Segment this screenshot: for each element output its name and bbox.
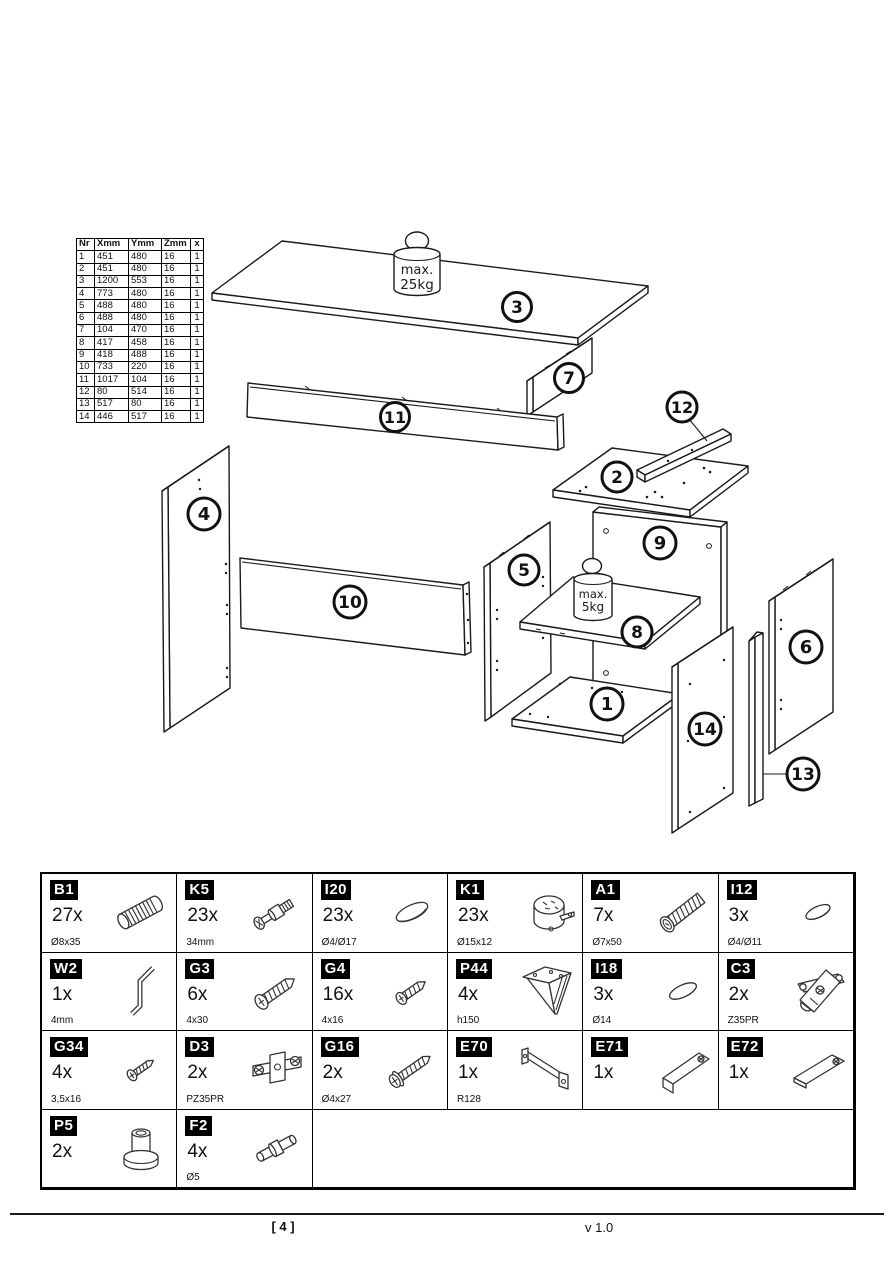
table-cell: 14 — [77, 411, 95, 423]
footer-rule — [10, 1213, 884, 1215]
table-cell: 16 — [162, 386, 191, 398]
callout-6-number: 6 — [799, 637, 813, 658]
hardware-cell-e70 — [448, 1031, 583, 1110]
table-cell: 480 — [129, 251, 162, 263]
part-quantity: 3x — [728, 905, 749, 926]
hardware-cell-a1 — [583, 874, 718, 953]
hardware-cell-p5 — [42, 1110, 177, 1189]
part-code-badge: K5 — [185, 880, 213, 900]
part-code-badge: E72 — [727, 1037, 763, 1057]
table-cell: 1 — [191, 386, 204, 398]
table-cell: 1 — [191, 263, 204, 275]
part-quantity: 3x — [593, 983, 614, 1005]
cover-cap-icon — [651, 962, 715, 1020]
callout-13 — [787, 758, 819, 790]
hardware-cell-g4 — [313, 953, 448, 1032]
leg-bracket-icon — [515, 962, 579, 1020]
part-quantity: 23x — [187, 905, 218, 926]
table-cell: 16 — [162, 349, 191, 361]
table-cell: 12 — [77, 386, 95, 398]
screw-icon — [109, 1040, 173, 1098]
callout-7-number: 7 — [563, 369, 575, 389]
table-cell: 446 — [95, 411, 129, 423]
table-cell: 16 — [162, 312, 191, 324]
part-spec: 4x16 — [321, 1015, 344, 1026]
callout-10-number: 10 — [338, 593, 362, 613]
weight-25kg-label-2: 25kg — [400, 277, 434, 293]
table-cell: 514 — [129, 386, 162, 398]
part-code-badge: G3 — [185, 959, 214, 979]
callout-4 — [188, 498, 220, 530]
hardware-cell-k1 — [448, 874, 583, 953]
part-quantity: 2x — [52, 1140, 73, 1162]
hardware-cell-i18 — [583, 953, 718, 1032]
table-cell: 16 — [162, 275, 191, 287]
table-cell: 480 — [129, 263, 162, 275]
part-quantity: 1x — [52, 983, 73, 1005]
table-cell: 1 — [77, 251, 95, 263]
table-cell: 480 — [129, 288, 162, 300]
screw-icon — [245, 962, 309, 1020]
table-cell: 1 — [191, 275, 204, 287]
hardware-cell-g3 — [177, 953, 312, 1032]
hinge-plate-icon — [245, 1040, 309, 1098]
callout-5-number: 5 — [518, 561, 530, 581]
part-spec: Ø5 — [186, 1172, 200, 1183]
part-code-badge: G34 — [50, 1037, 88, 1057]
part-code-badge: A1 — [591, 880, 619, 900]
leader-line-12 — [689, 419, 707, 441]
part-code-badge: I20 — [321, 880, 351, 900]
table-cell: 6 — [77, 312, 95, 324]
part-quantity: 2x — [322, 1062, 343, 1083]
part-code-badge: W2 — [50, 959, 82, 979]
confirmat-screw-icon — [651, 883, 715, 941]
table-cell: 8 — [77, 337, 95, 349]
part-quantity: 2x — [187, 1062, 208, 1083]
part-quantity: 16x — [322, 983, 354, 1005]
callout-11-number: 11 — [383, 408, 407, 427]
table-cell: 2 — [77, 263, 95, 275]
callout-1 — [591, 688, 623, 720]
panel-2 — [553, 448, 748, 517]
shelf-pin-icon — [245, 1119, 309, 1177]
table-cell: 10 — [77, 361, 95, 373]
table-cell: 480 — [129, 300, 162, 312]
part-spec: h150 — [456, 1015, 480, 1026]
part-spec: Ø4/Ø17 — [321, 936, 357, 948]
table-cell: 1 — [191, 251, 204, 263]
part-spec: Ø7x50 — [592, 936, 622, 948]
page-number: [ 4 ] — [271, 1219, 295, 1234]
col-header: Nr — [77, 239, 95, 251]
part-quantity: 7x — [593, 905, 614, 926]
table-cell: 16 — [162, 251, 191, 263]
part-quantity: 23x — [322, 905, 354, 926]
cam-lock-icon — [515, 883, 579, 941]
part-code-badge: G16 — [321, 1037, 359, 1057]
table-cell: 80 — [95, 386, 129, 398]
part-spec: R128 — [456, 1093, 481, 1105]
part-code-badge: D3 — [185, 1037, 213, 1057]
hinge-icon — [786, 962, 850, 1020]
part-code-badge: C3 — [727, 959, 755, 979]
hardware-cell-i12 — [719, 874, 854, 953]
hardware-cell-i20 — [313, 874, 448, 953]
weight-5kg-label-1: max. — [578, 587, 608, 601]
hardware-cell-k5 — [177, 874, 312, 953]
table-cell: 3 — [77, 275, 95, 287]
part-quantity: 1x — [457, 1062, 479, 1083]
callout-14-number: 14 — [693, 720, 717, 740]
part-spec: PZ35PR — [186, 1093, 225, 1105]
table-cell: 16 — [162, 325, 191, 337]
table-cell: 16 — [162, 411, 191, 423]
callout-11 — [381, 403, 410, 432]
part-quantity: 2x — [728, 983, 749, 1005]
table-cell: 104 — [129, 374, 162, 386]
hardware-cell-c3 — [719, 953, 854, 1032]
callout-5 — [509, 555, 539, 585]
table-cell: 1 — [191, 374, 204, 386]
callout-10 — [334, 586, 366, 618]
table-cell: 773 — [95, 288, 129, 300]
table-cell: 4 — [77, 288, 95, 300]
part-quantity: 1x — [728, 1062, 749, 1083]
dowel-icon — [109, 883, 173, 941]
part-code-badge: I12 — [727, 880, 757, 900]
callout-4-number: 4 — [197, 504, 211, 525]
callout-12-number: 12 — [670, 398, 694, 417]
callout-3-number: 3 — [511, 298, 523, 318]
table-cell: 16 — [162, 288, 191, 300]
callout-2 — [602, 462, 632, 492]
table-cell: 1 — [191, 349, 204, 361]
table-cell: 1 — [191, 398, 204, 410]
callout-2-number: 2 — [611, 468, 623, 488]
part-spec: Ø4/Ø11 — [727, 936, 762, 948]
part-spec: 34mm — [186, 936, 215, 948]
part-quantity: 27x — [52, 905, 83, 926]
table-cell: 104 — [95, 325, 129, 337]
col-header: Ymm — [129, 239, 162, 251]
part-code-badge: G4 — [321, 959, 350, 979]
part-code-badge: P44 — [456, 959, 492, 979]
cover-cap-icon — [786, 883, 850, 941]
part-quantity: 4x — [187, 1140, 208, 1162]
hardware-cell-e71 — [583, 1031, 718, 1110]
callout-9 — [644, 527, 676, 559]
table-cell: 417 — [95, 337, 129, 349]
part-quantity: 4x — [457, 983, 479, 1005]
weight-25kg — [394, 232, 440, 296]
part-spec: 4x30 — [186, 1015, 209, 1026]
col-header: x — [191, 239, 204, 251]
exploded-view-diagram — [150, 225, 894, 850]
part-code-badge: I18 — [591, 959, 621, 979]
part-code-badge: E70 — [456, 1037, 492, 1057]
part-quantity: 1x — [593, 1062, 614, 1083]
part-code-badge: F2 — [185, 1116, 212, 1136]
cover-cap-icon — [380, 883, 444, 941]
callout-3 — [503, 293, 532, 322]
hardware-cell-p44 — [448, 953, 583, 1032]
weight-25kg-label-1: max. — [400, 263, 434, 278]
table-cell: 5 — [77, 300, 95, 312]
hardware-cell-w2 — [42, 953, 177, 1032]
part-quantity: 6x — [187, 983, 208, 1005]
table-cell: 1017 — [95, 374, 129, 386]
cam-bolt-icon — [245, 883, 309, 941]
table-cell: 9 — [77, 349, 95, 361]
screw-icon — [380, 1040, 444, 1098]
table-cell: 488 — [129, 349, 162, 361]
part-spec: 4mm — [51, 1015, 74, 1026]
callout-13-number: 13 — [791, 765, 815, 785]
hardware-cell-g34 — [42, 1031, 177, 1110]
table-cell: 220 — [129, 361, 162, 373]
angle-bracket-icon — [651, 1040, 715, 1098]
table-cell: 517 — [129, 411, 162, 423]
table-cell: 80 — [129, 398, 162, 410]
table-cell: 16 — [162, 374, 191, 386]
foot-icon — [109, 1119, 173, 1177]
table-cell: 733 — [95, 361, 129, 373]
part-code-badge: K1 — [456, 880, 484, 900]
part-code-badge: E71 — [591, 1037, 627, 1057]
part-spec: 3,5x16 — [51, 1093, 82, 1105]
hardware-cell-g16 — [313, 1031, 448, 1110]
part-code-badge: P5 — [50, 1116, 77, 1136]
table-cell: 553 — [129, 275, 162, 287]
hardware-cell-f2 — [177, 1110, 312, 1189]
part-code-badge: B1 — [50, 880, 78, 900]
hardware-cell-d3 — [177, 1031, 312, 1110]
table-cell: 13 — [77, 398, 95, 410]
callout-7 — [555, 364, 584, 393]
panel-4 — [162, 446, 230, 732]
callout-1-number: 1 — [600, 694, 614, 715]
table-cell: 1 — [191, 361, 204, 373]
table-cell: 16 — [162, 263, 191, 275]
table-cell: 470 — [129, 325, 162, 337]
callout-6 — [790, 631, 822, 663]
part-quantity: 4x — [52, 1062, 73, 1083]
table-cell: 488 — [95, 312, 129, 324]
table-cell: 451 — [95, 263, 129, 275]
hardware-cell-e72 — [719, 1031, 854, 1110]
col-header: Xmm — [95, 239, 129, 251]
table-cell: 7 — [77, 325, 95, 337]
table-cell: 16 — [162, 337, 191, 349]
callout-9-number: 9 — [653, 533, 667, 554]
table-cell: 1 — [191, 411, 204, 423]
table-cell: 16 — [162, 361, 191, 373]
callout-12 — [667, 392, 697, 422]
part-spec: Z35PR — [727, 1015, 759, 1026]
table-cell: 458 — [129, 337, 162, 349]
table-cell: 16 — [162, 398, 191, 410]
table-cell: 517 — [95, 398, 129, 410]
table-cell: 16 — [162, 300, 191, 312]
table-cell: 480 — [129, 312, 162, 324]
col-header: Zmm — [162, 239, 191, 251]
version-label: v 1.0 — [585, 1220, 614, 1235]
table-cell: 488 — [95, 300, 129, 312]
table-cell: 1 — [191, 288, 204, 300]
empty-grid-cell — [313, 1110, 854, 1189]
part-quantity: 23x — [457, 905, 489, 926]
table-cell: 1 — [191, 312, 204, 324]
flat-plate-icon — [786, 1040, 850, 1098]
table-cell: 1 — [191, 300, 204, 312]
part-spec: Ø4x27 — [321, 1093, 352, 1105]
table-cell: 451 — [95, 251, 129, 263]
callout-8-number: 8 — [631, 623, 643, 643]
weight-5kg-label-2: 5kg — [581, 600, 605, 614]
table-cell: 418 — [95, 349, 129, 361]
table-cell: 1 — [191, 325, 204, 337]
screw-icon — [380, 962, 444, 1020]
part-spec: Ø15x12 — [456, 936, 493, 948]
hardware-cell-b1 — [42, 874, 177, 953]
table-cell: 11 — [77, 374, 95, 386]
handle-icon — [515, 1040, 579, 1098]
part-spec: Ø8x35 — [51, 936, 81, 948]
table-cell: 1200 — [95, 275, 129, 287]
hardware-parts-grid — [40, 872, 856, 1190]
callout-14 — [689, 713, 721, 745]
part-spec: Ø14 — [592, 1015, 612, 1026]
table-cell: 1 — [191, 337, 204, 349]
callout-8 — [622, 617, 652, 647]
allen-key-icon — [109, 962, 173, 1020]
